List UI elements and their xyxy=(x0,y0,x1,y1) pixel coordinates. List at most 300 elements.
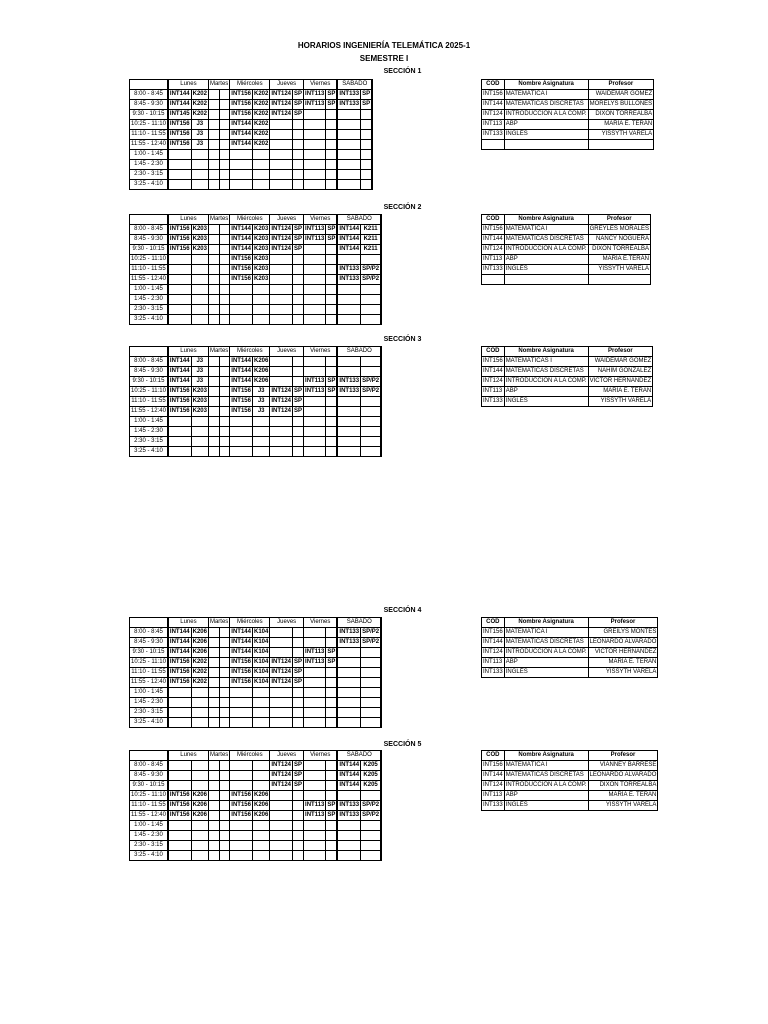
day-header: Martes xyxy=(208,215,229,225)
course-code-cell xyxy=(208,150,219,160)
room-cell xyxy=(361,447,382,457)
time-cell: 9:30 - 10:15 xyxy=(130,245,168,255)
room-cell xyxy=(191,275,208,285)
room-cell: K203 xyxy=(191,387,208,397)
room-cell xyxy=(252,160,269,170)
room-cell xyxy=(326,255,338,265)
room-cell xyxy=(191,718,208,728)
table-row xyxy=(130,180,373,190)
table-row xyxy=(130,377,382,387)
room-cell xyxy=(252,295,269,305)
course-code-cell xyxy=(270,447,293,457)
time-cell: 9:30 - 10:15 xyxy=(130,781,168,791)
course-code-cell xyxy=(168,170,191,180)
course-code-cell xyxy=(168,285,191,295)
room-cell xyxy=(191,315,208,325)
course-code-cell xyxy=(337,437,360,447)
room-cell xyxy=(220,387,230,397)
time-cell: 1:45 - 2:30 xyxy=(130,698,168,708)
course-code-cell: INT144 xyxy=(168,377,191,387)
professor-cell: MORELYS BULLONES xyxy=(588,100,654,110)
room-cell xyxy=(361,130,373,140)
subject-name-cell xyxy=(504,275,588,285)
room-cell: SP xyxy=(326,225,338,235)
room-cell: J3 xyxy=(191,367,208,377)
course-code-cell xyxy=(168,427,191,437)
room-cell: J3 xyxy=(252,387,269,397)
subject-name-cell: INTRODUCCION A LA COMP. xyxy=(504,781,588,791)
professor-cell: MARÍA E. TERAN xyxy=(588,791,658,801)
time-header-cell xyxy=(130,618,168,628)
room-cell: SP xyxy=(293,100,304,110)
course-code-cell xyxy=(304,265,326,275)
course-code-cell xyxy=(270,811,293,821)
professor-cell: VICTOR HERNANDEZ xyxy=(588,377,653,387)
subject-name-cell: MATEMATICAS DISCRETAS xyxy=(504,235,588,245)
room-cell xyxy=(220,110,230,120)
course-code-cell: INT156 xyxy=(168,801,191,811)
subject-name-cell: ABP xyxy=(504,387,588,397)
course-code-cell: INT144 xyxy=(337,235,360,245)
subject-name-cell: ABP xyxy=(504,120,588,130)
course-code-cell xyxy=(337,397,360,407)
course-code-cell xyxy=(208,170,219,180)
table-row xyxy=(130,698,382,708)
course-code-cell xyxy=(337,180,360,190)
room-cell: SP xyxy=(293,678,304,688)
room-cell xyxy=(220,170,230,180)
course-code-cell xyxy=(208,831,219,841)
time-cell: 1:00 - 1:45 xyxy=(130,285,168,295)
table-row xyxy=(130,150,373,160)
room-cell: K202 xyxy=(191,678,208,688)
room-cell xyxy=(252,698,269,708)
course-code-cell xyxy=(168,255,191,265)
room-cell xyxy=(220,831,230,841)
time-cell: 3:25 - 4:10 xyxy=(130,180,168,190)
time-cell: 2:30 - 3:15 xyxy=(130,305,168,315)
room-cell xyxy=(293,120,304,130)
subject-name-cell: MATEMÁTICA I xyxy=(504,90,588,100)
professor-cell: GREILYS MONTES xyxy=(588,628,658,638)
course-code-cell xyxy=(304,761,326,771)
professor-cell: VICTOR HERNANDEZ xyxy=(588,648,658,658)
room-cell xyxy=(326,821,338,831)
course-code-cell xyxy=(208,387,219,397)
time-cell: 11:55 - 12:40 xyxy=(130,811,168,821)
room-cell xyxy=(293,265,304,275)
room-cell: K104 xyxy=(252,648,269,658)
course-code-cell xyxy=(168,771,191,781)
course-code-cell xyxy=(168,688,191,698)
course-code-cell xyxy=(230,417,253,427)
subject-code-cell: INT113 xyxy=(482,120,505,130)
room-cell xyxy=(252,761,269,771)
schedule-header-row xyxy=(130,347,382,357)
table-row xyxy=(130,718,382,728)
room-cell xyxy=(252,285,269,295)
table-row xyxy=(482,628,658,638)
table-row xyxy=(130,851,382,861)
room-cell xyxy=(191,841,208,851)
room-cell xyxy=(220,447,230,457)
table-row xyxy=(130,781,382,791)
table-row xyxy=(130,427,382,437)
course-code-cell: INT133 xyxy=(337,801,360,811)
course-code-cell xyxy=(304,718,326,728)
room-cell xyxy=(220,417,230,427)
subject-code-cell: INT156 xyxy=(482,628,505,638)
table-row xyxy=(130,708,382,718)
course-code-cell: INT156 xyxy=(230,407,253,417)
room-cell xyxy=(220,761,230,771)
room-cell: K206 xyxy=(191,648,208,658)
table-row xyxy=(482,110,654,120)
course-code-cell xyxy=(208,708,219,718)
room-cell: SP xyxy=(326,90,338,100)
course-code-cell xyxy=(208,377,219,387)
course-code-cell: INT144 xyxy=(168,90,191,100)
room-cell xyxy=(293,638,304,648)
subjects-header-cell: COD xyxy=(482,618,505,628)
room-cell xyxy=(191,295,208,305)
room-cell xyxy=(326,437,338,447)
course-code-cell xyxy=(337,708,360,718)
subjects-header-cell: COD xyxy=(482,751,505,761)
course-code-cell xyxy=(337,648,360,658)
day-header: Miércoles xyxy=(230,347,270,357)
time-cell: 1:00 - 1:45 xyxy=(130,150,168,160)
room-cell xyxy=(191,851,208,861)
room-cell xyxy=(326,771,338,781)
table-row xyxy=(482,801,658,811)
room-cell xyxy=(252,771,269,781)
course-code-cell xyxy=(304,638,326,648)
room-cell xyxy=(361,357,382,367)
room-cell: SP xyxy=(293,781,304,791)
course-code-cell xyxy=(208,658,219,668)
course-code-cell xyxy=(304,295,326,305)
day-header: Miércoles xyxy=(230,215,270,225)
room-cell xyxy=(191,708,208,718)
table-row xyxy=(482,357,653,367)
course-code-cell xyxy=(168,417,191,427)
course-code-cell xyxy=(337,120,360,130)
room-cell xyxy=(220,120,230,130)
course-code-cell: INT156 xyxy=(168,397,191,407)
room-cell: SP xyxy=(293,245,304,255)
subject-name-cell: INTRODUCCION A LA COMP. xyxy=(504,648,588,658)
course-code-cell: INT133 xyxy=(337,377,360,387)
table-row xyxy=(130,357,382,367)
time-cell: 1:45 - 2:30 xyxy=(130,295,168,305)
course-code-cell xyxy=(270,628,293,638)
room-cell xyxy=(326,275,338,285)
table-row xyxy=(130,417,382,427)
room-cell: SP xyxy=(293,407,304,417)
subject-code-cell: INT144 xyxy=(482,100,505,110)
room-cell xyxy=(361,831,382,841)
course-code-cell xyxy=(208,698,219,708)
course-code-cell: INT144 xyxy=(230,628,253,638)
course-code-cell: INT156 xyxy=(168,678,191,688)
course-code-cell xyxy=(337,140,360,150)
room-cell: SP xyxy=(326,387,338,397)
course-code-cell xyxy=(208,285,219,295)
professor-cell: VIANNEY BARRESE xyxy=(588,761,658,771)
time-cell: 2:30 - 3:15 xyxy=(130,841,168,851)
course-code-cell xyxy=(337,718,360,728)
course-code-cell: INT156 xyxy=(230,387,253,397)
professor-cell: WAIDEMAR GOMEZ xyxy=(588,357,653,367)
room-cell xyxy=(220,791,230,801)
room-cell xyxy=(252,315,269,325)
room-cell xyxy=(361,698,382,708)
subjects-table xyxy=(481,750,658,811)
day-header: Martes xyxy=(208,618,229,628)
room-cell xyxy=(293,831,304,841)
subjects-header-cell: Nombre Asignatura xyxy=(504,618,588,628)
room-cell xyxy=(220,718,230,728)
course-code-cell xyxy=(168,295,191,305)
room-cell xyxy=(361,658,382,668)
room-cell xyxy=(220,658,230,668)
room-cell: SP xyxy=(326,377,338,387)
course-code-cell: INT133 xyxy=(337,638,360,648)
course-code-cell xyxy=(270,841,293,851)
course-code-cell xyxy=(337,417,360,427)
time-cell: 8:00 - 8:45 xyxy=(130,628,168,638)
room-cell xyxy=(191,160,208,170)
course-code-cell: INT144 xyxy=(230,140,253,150)
room-cell xyxy=(361,315,382,325)
professor-cell: GREYLES MORALES xyxy=(588,225,650,235)
course-code-cell xyxy=(230,718,253,728)
course-code-cell xyxy=(337,295,360,305)
room-cell xyxy=(220,377,230,387)
subject-name-cell: MATEMATICAS DISCRETAS xyxy=(504,100,588,110)
time-cell: 10:25 - 11:10 xyxy=(130,658,168,668)
day-header: Jueves xyxy=(270,751,304,761)
room-cell xyxy=(293,160,304,170)
subject-code-cell: INT144 xyxy=(482,638,505,648)
room-cell xyxy=(220,235,230,245)
subject-code-cell: INT124 xyxy=(482,648,505,658)
day-header: Lunes xyxy=(168,215,209,225)
professor-cell: NAHIM GONZALEZ xyxy=(588,367,653,377)
professor-cell: MARÍA E. TERAN xyxy=(588,658,658,668)
subject-code-cell: INT113 xyxy=(482,791,505,801)
room-cell xyxy=(220,357,230,367)
subject-code-cell: INT124 xyxy=(482,245,505,255)
room-cell xyxy=(326,367,338,377)
subject-code-cell: INT113 xyxy=(482,387,505,397)
table-row xyxy=(482,781,658,791)
room-cell xyxy=(191,305,208,315)
room-cell xyxy=(326,110,338,120)
course-code-cell xyxy=(270,638,293,648)
day-header: SABADO xyxy=(337,618,381,628)
course-code-cell: INT144 xyxy=(168,357,191,367)
room-cell xyxy=(191,688,208,698)
subjects-header-cell: Profesor xyxy=(588,80,654,90)
room-cell: K202 xyxy=(191,668,208,678)
course-code-cell xyxy=(208,437,219,447)
schedule-header-row xyxy=(130,80,373,90)
table-row xyxy=(482,648,658,658)
course-code-cell xyxy=(337,160,360,170)
day-header: SABADO xyxy=(337,215,381,225)
course-code-cell xyxy=(208,761,219,771)
day-header: Viernes xyxy=(304,215,338,225)
room-cell xyxy=(220,130,230,140)
room-cell: K104 xyxy=(252,658,269,668)
subject-code-cell: INT113 xyxy=(482,255,505,265)
course-code-cell xyxy=(208,265,219,275)
room-cell xyxy=(326,305,338,315)
course-code-cell xyxy=(337,698,360,708)
room-cell: K203 xyxy=(252,255,269,265)
table-row xyxy=(482,377,653,387)
time-cell: 10:25 - 11:10 xyxy=(130,791,168,801)
subject-code-cell: INT133 xyxy=(482,397,505,407)
time-cell: 2:30 - 3:15 xyxy=(130,437,168,447)
room-cell: K206 xyxy=(191,638,208,648)
room-cell xyxy=(252,718,269,728)
room-cell xyxy=(293,170,304,180)
day-header: Jueves xyxy=(270,618,304,628)
room-cell: SP xyxy=(293,235,304,245)
time-cell: 8:45 - 9:30 xyxy=(130,638,168,648)
table-row xyxy=(482,658,658,668)
course-code-cell: INT133 xyxy=(337,100,360,110)
course-code-cell xyxy=(208,130,219,140)
course-code-cell xyxy=(168,781,191,791)
course-code-cell xyxy=(304,688,326,698)
course-code-cell xyxy=(168,761,191,771)
course-code-cell: INT124 xyxy=(270,235,293,245)
course-code-cell xyxy=(337,150,360,160)
course-code-cell: INT113 xyxy=(304,658,326,668)
schedule-table xyxy=(129,750,382,861)
course-code-cell xyxy=(337,831,360,841)
room-cell xyxy=(220,245,230,255)
professor-cell: NANCY NOGUERA xyxy=(588,235,650,245)
course-code-cell xyxy=(337,668,360,678)
table-row xyxy=(130,225,382,235)
course-code-cell xyxy=(270,180,293,190)
subject-code-cell: INT133 xyxy=(482,130,505,140)
course-code-cell: INT144 xyxy=(230,638,253,648)
time-cell: 8:00 - 8:45 xyxy=(130,90,168,100)
course-code-cell: INT145 xyxy=(168,110,191,120)
course-code-cell: INT113 xyxy=(304,801,326,811)
room-cell: J3 xyxy=(191,377,208,387)
room-cell: K206 xyxy=(191,628,208,638)
room-cell xyxy=(293,295,304,305)
room-cell xyxy=(326,150,338,160)
schedule-table xyxy=(129,214,382,325)
course-code-cell: INT156 xyxy=(230,678,253,688)
section-title: SECCIÓN 4 xyxy=(383,607,422,614)
time-header-cell xyxy=(130,751,168,761)
room-cell xyxy=(191,447,208,457)
room-cell xyxy=(220,698,230,708)
course-code-cell xyxy=(337,357,360,367)
table-row xyxy=(130,668,382,678)
course-code-cell xyxy=(304,140,326,150)
course-code-cell xyxy=(208,120,219,130)
subject-code-cell: INT156 xyxy=(482,225,505,235)
room-cell xyxy=(361,110,373,120)
day-header: SABADO xyxy=(337,751,381,761)
course-code-cell xyxy=(208,781,219,791)
section-title: SECCIÓN 2 xyxy=(383,204,422,211)
room-cell xyxy=(361,688,382,698)
course-code-cell xyxy=(230,708,253,718)
course-code-cell xyxy=(230,285,253,295)
room-cell xyxy=(361,417,382,427)
room-cell: K206 xyxy=(191,801,208,811)
time-cell: 8:45 - 9:30 xyxy=(130,367,168,377)
subject-name-cell: ABP xyxy=(504,255,588,265)
course-code-cell xyxy=(304,417,326,427)
room-cell xyxy=(191,417,208,427)
course-code-cell: INT156 xyxy=(230,275,253,285)
course-code-cell: INT124 xyxy=(270,771,293,781)
room-cell: SP/P2 xyxy=(361,628,382,638)
subjects-header-row xyxy=(482,618,658,628)
subject-code-cell: INT133 xyxy=(482,265,505,275)
room-cell xyxy=(220,90,230,100)
room-cell xyxy=(252,447,269,457)
time-cell: 10:25 - 11:10 xyxy=(130,255,168,265)
course-code-cell: INT113 xyxy=(304,90,326,100)
table-row xyxy=(482,387,653,397)
room-cell xyxy=(293,628,304,638)
time-cell: 1:45 - 2:30 xyxy=(130,831,168,841)
course-code-cell xyxy=(168,821,191,831)
time-cell: 3:25 - 4:10 xyxy=(130,851,168,861)
course-code-cell: INT124 xyxy=(270,245,293,255)
room-cell: K205 xyxy=(361,771,382,781)
course-code-cell xyxy=(337,678,360,688)
professor-cell: DIXON TORREALBA xyxy=(588,781,658,791)
room-cell: SP xyxy=(293,397,304,407)
table-row xyxy=(482,771,658,781)
day-header: Viernes xyxy=(304,618,338,628)
room-cell xyxy=(252,427,269,437)
room-cell xyxy=(252,180,269,190)
room-cell xyxy=(361,397,382,407)
room-cell: K203 xyxy=(191,397,208,407)
time-cell: 8:45 - 9:30 xyxy=(130,771,168,781)
room-cell: K211 xyxy=(361,235,382,245)
course-code-cell xyxy=(168,315,191,325)
table-row xyxy=(130,170,373,180)
course-code-cell: INT124 xyxy=(270,100,293,110)
course-code-cell xyxy=(304,821,326,831)
table-row xyxy=(130,295,382,305)
course-code-cell xyxy=(304,357,326,367)
room-cell xyxy=(293,180,304,190)
subject-name-cell xyxy=(504,140,588,150)
professor-cell: YISSYTH VARELA xyxy=(588,397,653,407)
room-cell: K203 xyxy=(191,245,208,255)
room-cell: SP xyxy=(326,235,338,245)
course-code-cell xyxy=(270,718,293,728)
room-cell: K202 xyxy=(252,100,269,110)
